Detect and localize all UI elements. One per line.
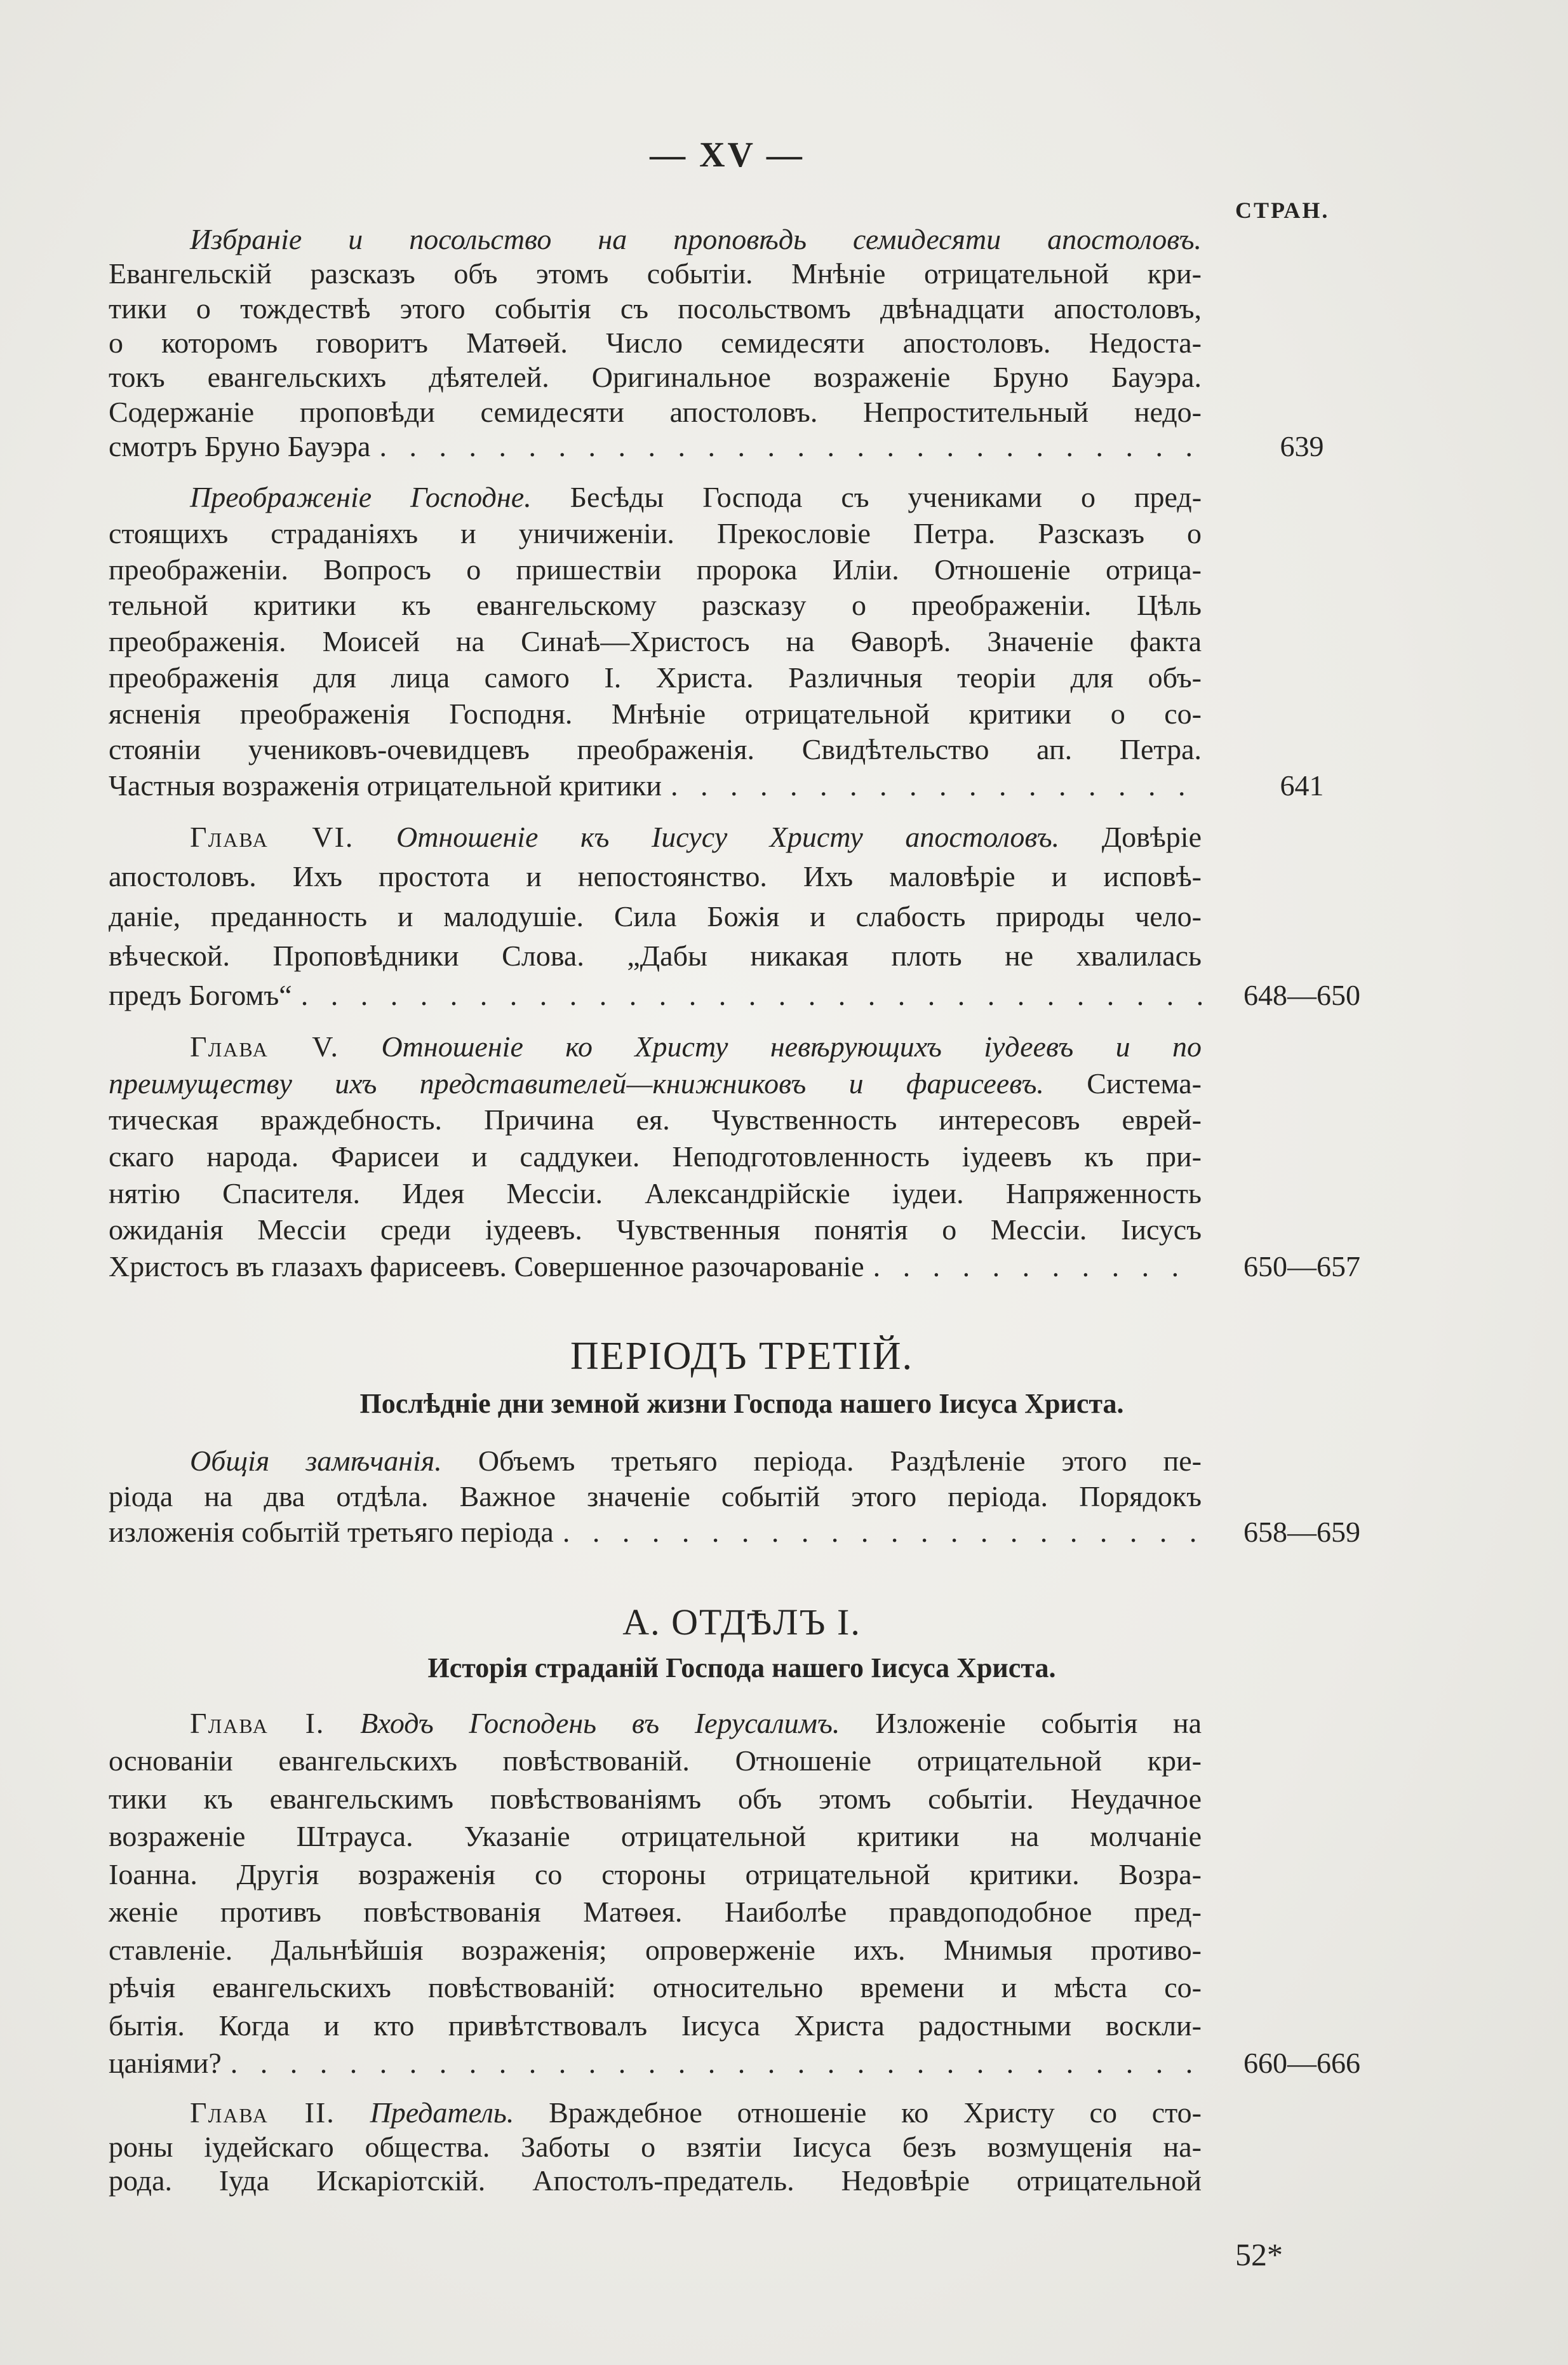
- entry-text: изложенія событій третьяго періода: [109, 1516, 554, 1548]
- entry-text-line: [190, 2094, 1202, 2132]
- entry-text: вѣческой. Проповѣдники Слова. „Дабы никакая плоть не хвалилась: [109, 940, 1202, 972]
- entry-title: Общія замѣчанія.: [190, 1445, 442, 1477]
- entry-text-line: [109, 2007, 1202, 2045]
- page-reference: 641: [1280, 769, 1324, 802]
- entry-text-line: [109, 290, 1202, 328]
- entry-title: Отношеніе ко Христу невѣрующихъ іудеевъ и по: [339, 1030, 1202, 1063]
- entry-text: тическая враждебность. Причина ея. Чувственность интересовъ еврей-: [109, 1103, 1202, 1136]
- entry-text-line: [109, 324, 1202, 362]
- dot-leader: [231, 2044, 1202, 2082]
- page-reference: 639: [1280, 430, 1324, 462]
- dot-leader: [873, 1248, 1202, 1286]
- entry-text: преображенія. Моисей на Синаѣ—Христосъ на Ѳаворѣ. Значеніе факта: [109, 625, 1202, 657]
- entry-text-line: [109, 586, 1202, 624]
- entry-text-line: [190, 818, 1202, 856]
- chapter-label: Глава II.: [190, 2096, 335, 2129]
- entry-text: о которомъ говоритъ Матѳей. Число семидесяти апостоловъ. Недоста-: [109, 327, 1202, 359]
- entry-text: ставленіе. Дальнѣйшія возраженія; опроверженіе ихъ. Мнимыя противо-: [109, 1934, 1202, 1966]
- entry-text: бытія. Когда и кто привѣтствовалъ Іисуса Христа радостными воскли-: [109, 2009, 1202, 2042]
- chapter-label: Глава V.: [190, 1030, 340, 1063]
- entry-text: нятію Спасителя. Идея Мессіи. Александрійскіе іудеи. Напряженность: [109, 1177, 1202, 1209]
- section-subtitle: Исторія страданій Господа нашего Іисуса Христа.: [427, 1652, 1056, 1683]
- entry-text: даніе, преданность и малодушіе. Сила Божія и слабость природы чело-: [109, 900, 1202, 933]
- entry-title: Избраніе и посольство на проповѣдь семидесяти апостоловъ.: [190, 223, 1202, 255]
- entry-text: рода. Іуда Искаріотскій. Апостолъ-предатель. Недовѣріе отрицательной: [109, 2164, 1202, 2197]
- entry-text-line: [109, 1856, 1202, 1894]
- entry-text: преображеніи. Вопросъ о пришествіи пророка Иліи. Отношеніе отрица-: [109, 553, 1202, 586]
- entry-text-line: [109, 731, 1202, 769]
- entry-text-line: [109, 2044, 1202, 2082]
- section-heading: А. ОТДѢЛЪ I.: [622, 1601, 861, 1643]
- page-reference: 658—659: [1243, 1516, 1360, 1548]
- entry-text-line: [109, 1780, 1202, 1818]
- entry-text-line: [109, 695, 1202, 733]
- entry-text: апостоловъ. Ихъ простота и непостоянство. Ихъ маловѣріе и исповѣ-: [109, 860, 1202, 893]
- entry-text-line: [109, 2162, 1202, 2200]
- entry-text: Христосъ въ глазахъ фарисеевъ. Совершенное разочарованіе: [109, 1250, 864, 1283]
- entry-text: Іоанна. Другія возраженія со стороны отрицательной критики. Возра-: [109, 1858, 1202, 1890]
- entry-text: роны іудейскаго общества. Заботы о взятіи Іисуса безъ возмущенія на-: [109, 2131, 1202, 2163]
- entry-text-line: [190, 1028, 1202, 1066]
- entry-text-line: [190, 478, 1202, 516]
- entry-text-line: [109, 393, 1202, 431]
- entry-text: тики къ евангельскимъ повѣствованіямъ объ этомъ событіи. Неудачное: [109, 1782, 1202, 1815]
- entry-text: рѣчія евангельскихъ повѣствованій: относительно времени и мѣста со-: [109, 1971, 1202, 2004]
- entry-text: смотръ Бруно Бауэра: [109, 430, 371, 462]
- entry-text-line: [109, 1138, 1202, 1176]
- entry-text-line: [109, 515, 1202, 553]
- page-reference: 650—657: [1243, 1250, 1360, 1283]
- entry-text-line: [109, 1248, 1202, 1286]
- entry-text-line: [109, 1065, 1202, 1103]
- entry-text: ясненія преображенія Господня. Мнѣніе отрицательной критики о со-: [109, 697, 1202, 730]
- chapter-label: Глава I.: [190, 1707, 325, 1739]
- entry-text: ріода на два отдѣла. Важное значеніе событій этого періода. Порядокъ: [109, 1480, 1202, 1513]
- entry-text-line: [109, 623, 1202, 661]
- entry-text: скаго народа. Фарисеи и саддукеи. Неподготовленность іудеевъ къ при-: [109, 1140, 1202, 1173]
- dot-leader: [301, 976, 1202, 1014]
- entry-text-line: [109, 858, 1202, 896]
- entry-text: тики о тождествѣ этого событія съ посольствомъ двѣнадцати апостоловъ,: [109, 292, 1202, 325]
- entry-text: основаніи евангельскихъ повѣствованій. Отношеніе отрицательной кри-: [109, 1744, 1202, 1777]
- entry-text-line: [109, 2128, 1202, 2166]
- entry-text: Довѣріе: [1059, 821, 1202, 853]
- entry-text-line: [109, 1211, 1202, 1249]
- entry-text-line: [109, 1742, 1202, 1780]
- dot-leader: [671, 767, 1202, 805]
- entry-text-line: [190, 1704, 1202, 1742]
- entry-text: Изложеніе событія на: [840, 1707, 1202, 1739]
- printer-signature-mark: 52*: [1235, 2237, 1283, 2272]
- entry-text-line: [109, 976, 1202, 1014]
- entry-text-line: [109, 659, 1202, 697]
- entry-text-line: [109, 428, 1202, 466]
- dot-leader: [379, 428, 1202, 466]
- page-header-roman-numeral: — XV —: [650, 135, 805, 175]
- entry-text-line: [109, 1817, 1202, 1856]
- entry-text-line: [109, 358, 1202, 396]
- entry-text: преображенія для лица самого I. Христа. Различныя теоріи для объ-: [109, 661, 1202, 694]
- dot-leader: [563, 1513, 1202, 1551]
- entry-text-line: [109, 767, 1202, 805]
- entry-text: возраженіе Штрауса. Указаніе отрицательной критики на молчаніе: [109, 1820, 1202, 1852]
- entry-text: Объемъ третьяго періода. Раздѣленіе этого пе-: [441, 1445, 1202, 1477]
- entry-title: Предатель.: [335, 2096, 514, 2129]
- chapter-label: Глава VI.: [190, 821, 354, 853]
- entry-text: Содержаніе проповѣди семидесяти апостоловъ. Непростительный недо-: [109, 396, 1202, 428]
- entry-text-line: [109, 1101, 1202, 1139]
- entry-text-line: [109, 937, 1202, 975]
- entry-text-line: [109, 551, 1202, 589]
- page-reference: 660—666: [1243, 2047, 1360, 2079]
- entry-text: Бесѣды Господа съ учениками о пред-: [531, 481, 1202, 513]
- period-subtitle: Послѣдніе дни земной жизни Господа нашего Іисуса Христа.: [359, 1388, 1124, 1419]
- entry-text: токъ евангельскихъ дѣятелей. Оригинальное возраженіе Бруно Бауэра.: [109, 361, 1202, 393]
- entry-title: Преображеніе Господне.: [190, 481, 532, 513]
- period-heading: ПЕРІОДЪ ТРЕТІЙ.: [570, 1335, 914, 1378]
- entry-text: Враждебное отношеніе ко Христу со сто-: [514, 2096, 1202, 2129]
- entry-text: Частныя возраженія отрицательной критики: [109, 769, 662, 802]
- entry-title: преимуществу ихъ представителей—книжниковъ и фарисеевъ.: [109, 1067, 1044, 1100]
- entry-text: Евангельскій разсказъ объ этомъ событіи. Мнѣніе отрицательной кри-: [109, 257, 1202, 290]
- entry-text: предъ Богомъ“: [109, 979, 292, 1011]
- entry-text-line: [109, 255, 1202, 293]
- entry-text-line: [109, 1931, 1202, 1969]
- entry-text: ожиданія Мессіи среди іудеевъ. Чувственныя понятія о Мессіи. Іисусъ: [109, 1213, 1202, 1246]
- entry-text: стоящихъ страданіяхъ и уничиженіи. Прекословіе Петра. Разсказъ о: [109, 517, 1202, 549]
- entry-text-line: [109, 1513, 1202, 1551]
- entry-text-line: [109, 1478, 1202, 1516]
- entry-text: стояніи учениковъ-очевидцевъ преображенія. Свидѣтельство ап. Петра.: [109, 733, 1202, 765]
- entry-text: тельной критики къ евангельскому разсказу о преображеніи. Цѣль: [109, 589, 1202, 621]
- page-reference: 648—650: [1243, 979, 1360, 1011]
- entry-text: женіе противъ повѣствованія Матѳея. Наиболѣе правдоподобное пред-: [109, 1896, 1202, 1928]
- entry-text-line: [109, 1969, 1202, 2007]
- entry-text-line: [109, 1175, 1202, 1213]
- entry-text: цаніями?: [109, 2047, 222, 2079]
- entry-text-line: [190, 1442, 1202, 1480]
- entry-text-line: [109, 898, 1202, 936]
- entry-text-line: [109, 1893, 1202, 1931]
- entry-title: Отношеніе къ Іисусу Христу апостоловъ.: [354, 821, 1060, 853]
- page-column-label: СТРАН.: [1235, 198, 1330, 223]
- entry-title: Входъ Господень въ Іерусалимъ.: [325, 1707, 840, 1739]
- entry-text: Система-: [1043, 1067, 1202, 1100]
- entry-text-line: [190, 220, 1202, 259]
